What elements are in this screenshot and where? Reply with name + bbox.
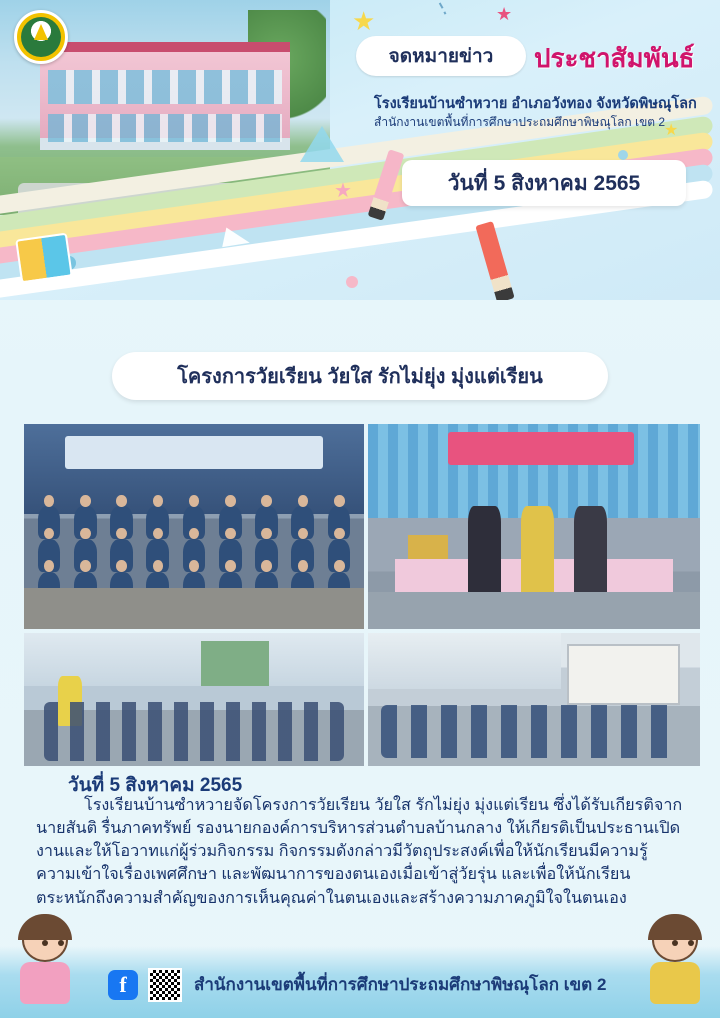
education-office-line: สำนักงานเขตพื้นที่การศึกษาประถมศึกษาพิษณุโลก เขต 2: [374, 115, 666, 129]
project-title-pill: [112, 352, 608, 400]
dot-decoration: [618, 150, 628, 160]
photo-group-students: [24, 424, 364, 629]
facebook-icon[interactable]: f: [108, 970, 138, 1000]
photo-award-ceremony: [368, 424, 700, 629]
star-icon: ★: [334, 180, 352, 202]
boy-mascot-icon: [644, 918, 706, 1006]
emblem-inner: [21, 17, 61, 57]
photo-seated-group: [368, 633, 700, 766]
girl-mascot-icon: [14, 918, 76, 1006]
date-pill: [402, 160, 686, 206]
ruler-icon: [300, 126, 344, 162]
footer-office-text: สำนักงานเขตพื้นที่การศึกษาประถมศึกษาพิษณุโลก เขต 2: [194, 975, 607, 994]
pr-label: ประชาสัมพันธ์: [534, 43, 695, 73]
body-paragraph: โรงเรียนบ้านซำหวายจัดโครงการวัยเรียน วัยใส รักไม่ยุ่ง มุ่งแต่เรียน ซึ่งได้รับเกียรติจากนายสันติ รื่นภาคทรัพย์ รองนายกองค์การบริหารส่วนตำบลบ้านกลาง ให้เกียรติเป็นประธานเปิดงานและให้โอวาทแก่ผู้ร่วมกิจกรรม กิจกรรมดังกล่าวมีวัตถุประสงค์เพื่อให้นักเรียนมีความรู้ความเข้าใจเรื่องเพศศึกษา และพัฒนาการของตนเองเมื่อเข้าสู่วัยรุ่น และเพื่อให้นักเรียนตระหนักถึงความสำคัญของการเห็นคุณค่าในตนเองและสร้างความภาคภูมิใจในตนเอง: [36, 796, 683, 907]
book-icon: [15, 233, 73, 284]
photo-grid: [24, 424, 696, 762]
page-title: โครงการวัยเรียน วัยใส รักไม่ยุ่ง มุ่งแต่เรียน: [177, 366, 543, 388]
newsletter-label: จดหมายข่าว: [388, 46, 494, 67]
school-emblem-icon: [14, 10, 68, 64]
footer-bar: [0, 946, 720, 1018]
star-icon: ★: [496, 4, 513, 24]
star-icon: ★: [664, 122, 679, 139]
photo-activity-line: [24, 633, 364, 766]
header-banner: [0, 0, 720, 300]
star-icon: ★: [352, 6, 376, 36]
body-date-heading: วันที่ 5 สิงหาคม 2565: [68, 775, 243, 796]
newsletter-title-pill: [356, 36, 526, 76]
school-name-line: โรงเรียนบ้านซำหวาย อำเภอวังทอง จังหวัดพิษณุโลก: [374, 96, 697, 112]
date-label: วันที่ 5 สิงหาคม 2565: [447, 171, 641, 195]
dot-decoration: [346, 276, 358, 288]
qr-code-icon[interactable]: [148, 968, 182, 1002]
